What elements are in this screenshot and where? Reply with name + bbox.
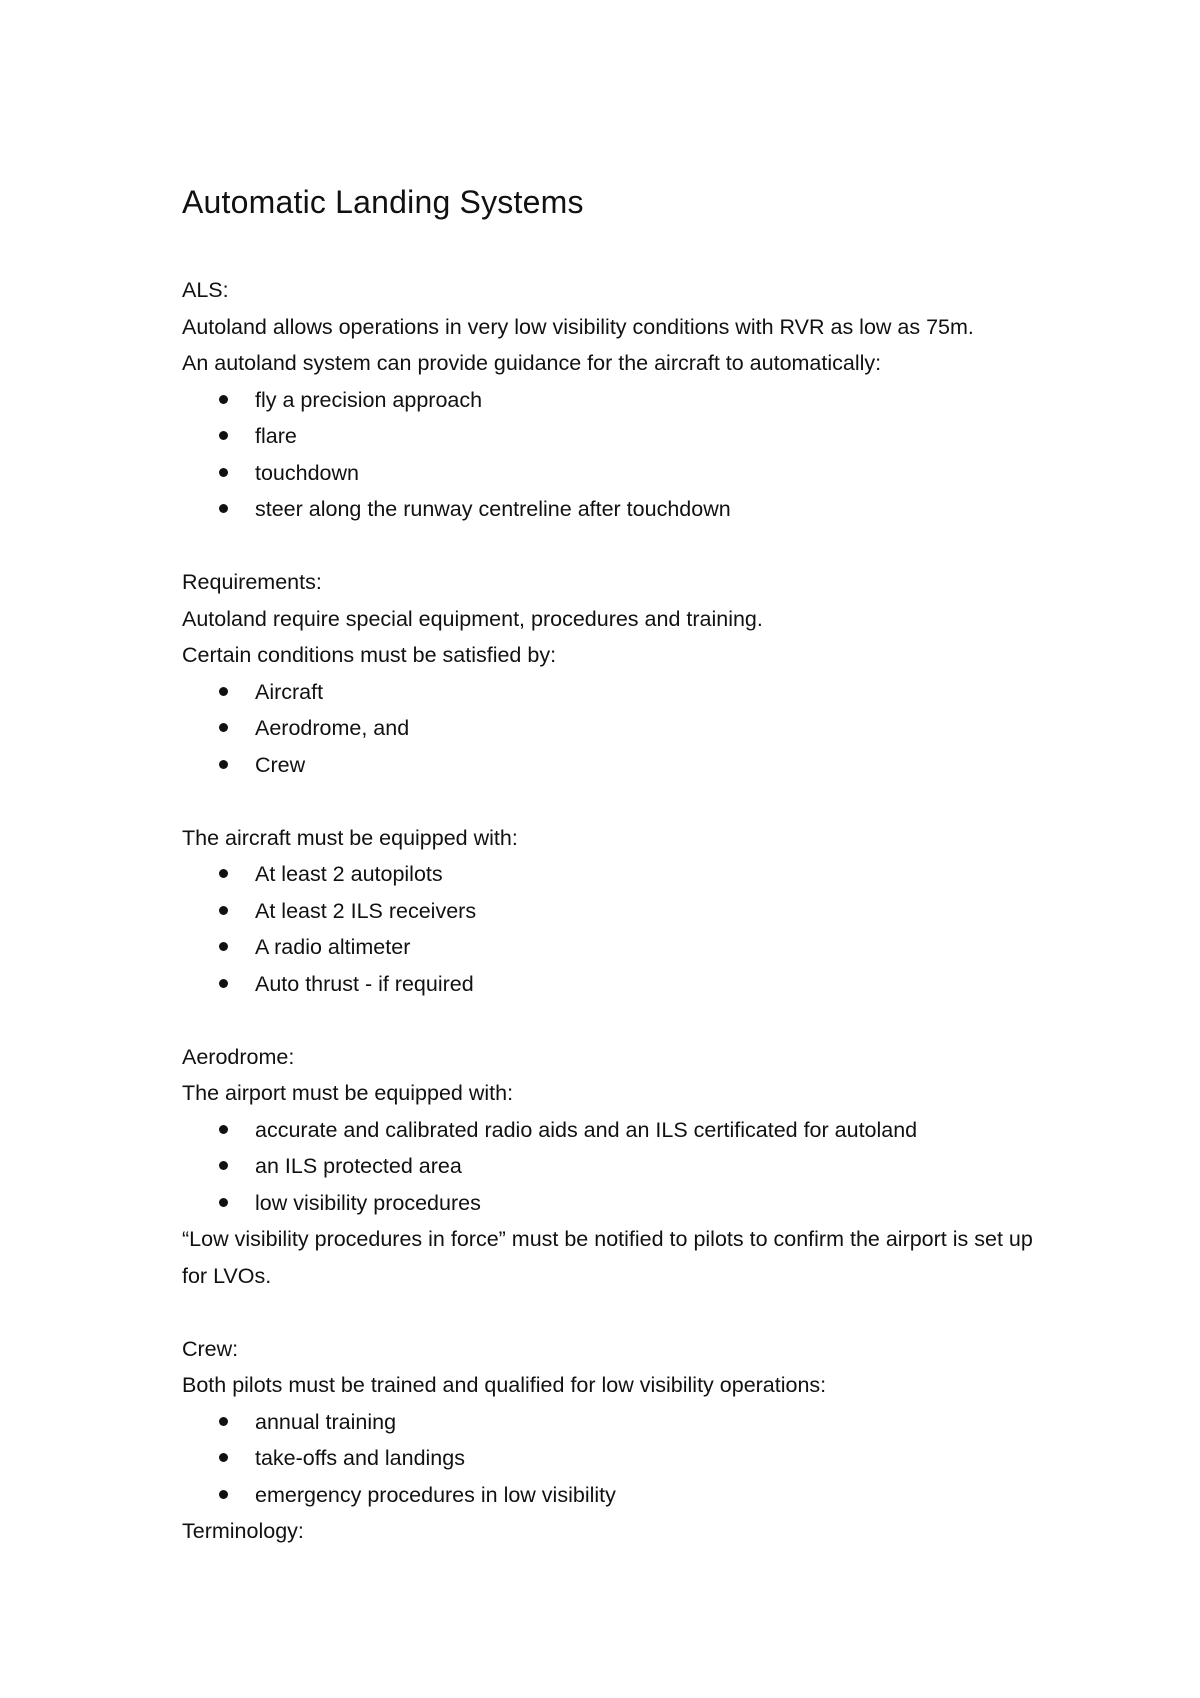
section-requirements bbox=[182, 564, 1082, 783]
requirements-text-1: Autoland require special equipment, procedures and training. bbox=[182, 606, 763, 631]
list-item bbox=[182, 491, 1082, 528]
list-item bbox=[182, 455, 1082, 492]
bullet-icon bbox=[219, 979, 228, 988]
list-item-text: touchdown bbox=[255, 460, 359, 485]
bullet-icon bbox=[219, 1490, 228, 1499]
section-terminology bbox=[182, 1513, 1082, 1550]
requirements-text-2: Certain conditions must be satisfied by: bbox=[182, 643, 557, 667]
bullet-icon bbox=[219, 687, 228, 696]
list-item-text: low visibility procedures bbox=[255, 1190, 481, 1215]
list-item bbox=[182, 1112, 1082, 1149]
bullet-icon bbox=[219, 942, 228, 951]
bullet-icon bbox=[219, 723, 228, 732]
bullet-icon bbox=[219, 468, 228, 477]
list-item-text: take-offs and landings bbox=[255, 1446, 465, 1470]
list-item-text: fly a precision approach bbox=[255, 387, 483, 412]
list-item bbox=[182, 1404, 1082, 1441]
list-item-text: At least 2 autopilots bbox=[255, 862, 443, 886]
list-item-text: annual training bbox=[255, 1409, 397, 1434]
spacer bbox=[182, 1002, 1082, 1039]
bullet-icon bbox=[219, 395, 228, 404]
section-heading-aircraft: The aircraft must be equipped with: bbox=[182, 825, 518, 850]
list-item-text: emergency procedures in low visibility bbox=[255, 1482, 616, 1507]
bullet-icon bbox=[219, 431, 228, 440]
bullet-icon bbox=[219, 1198, 228, 1207]
document-content bbox=[182, 178, 1082, 1550]
bullet-icon bbox=[219, 869, 228, 878]
spacer bbox=[182, 226, 1082, 272]
bullet-icon bbox=[219, 906, 228, 915]
page-title: Automatic Landing Systems bbox=[182, 184, 584, 220]
list-item bbox=[182, 966, 1082, 1003]
list-item bbox=[182, 1440, 1082, 1477]
list-item bbox=[182, 893, 1082, 930]
list-item-text: Aircraft bbox=[255, 679, 324, 704]
bullet-icon bbox=[219, 504, 228, 513]
list-item bbox=[182, 1477, 1082, 1514]
list-item bbox=[182, 1148, 1082, 1185]
section-als bbox=[182, 272, 1082, 528]
als-text-2: An autoland system can provide guidance for the aircraft to automatically: bbox=[182, 351, 882, 375]
bullet-icon bbox=[219, 1161, 228, 1170]
section-heading-requirements: Requirements: bbox=[182, 570, 322, 594]
crew-text-1: Both pilots must be trained and qualified for low visibility operations: bbox=[182, 1373, 827, 1397]
list-item-text: Crew bbox=[255, 752, 306, 777]
section-heading-als: ALS: bbox=[182, 278, 229, 302]
bullet-icon bbox=[219, 760, 228, 769]
aircraft-bullet-list bbox=[182, 856, 1082, 1002]
list-item bbox=[182, 856, 1082, 893]
als-bullet-list bbox=[182, 382, 1082, 528]
requirements-bullet-list bbox=[182, 674, 1082, 784]
list-item-text: At least 2 ILS receivers bbox=[255, 898, 477, 923]
bullet-icon bbox=[219, 1417, 228, 1426]
list-item-text: an ILS protected area bbox=[255, 1154, 462, 1178]
crew-bullet-list bbox=[182, 1404, 1082, 1514]
als-text-1: Autoland allows operations in very low visibility conditions with RVR as low as 75m. bbox=[182, 314, 974, 339]
bullet-icon bbox=[219, 1453, 228, 1462]
list-item bbox=[182, 710, 1082, 747]
spacer bbox=[182, 783, 1082, 820]
list-item bbox=[182, 418, 1082, 455]
list-item bbox=[182, 1185, 1082, 1222]
section-heading-aerodrome: Aerodrome: bbox=[182, 1044, 295, 1069]
spacer bbox=[182, 528, 1082, 565]
section-heading-terminology: Terminology: bbox=[182, 1519, 304, 1543]
section-heading-crew: Crew: bbox=[182, 1336, 239, 1361]
list-item bbox=[182, 382, 1082, 419]
spacer bbox=[182, 1294, 1082, 1331]
list-item bbox=[182, 674, 1082, 711]
list-item-text: Aerodrome, and bbox=[255, 716, 410, 740]
list-item bbox=[182, 747, 1082, 784]
list-item-text: steer along the runway centreline after touchdown bbox=[255, 497, 731, 521]
section-aerodrome bbox=[182, 1039, 1082, 1295]
list-item-text: flare bbox=[255, 424, 297, 448]
aerodrome-bullet-list bbox=[182, 1112, 1082, 1222]
list-item-text: A radio altimeter bbox=[255, 935, 411, 959]
list-item-text: Auto thrust - if required bbox=[255, 971, 474, 996]
section-crew bbox=[182, 1331, 1082, 1514]
bullet-icon bbox=[219, 1125, 228, 1134]
aerodrome-text-1: The airport must be equipped with: bbox=[182, 1081, 514, 1105]
list-item-text: accurate and calibrated radio aids and an ILS certificated for autoland bbox=[255, 1117, 918, 1142]
aerodrome-note: “Low visibility procedures in force” must be notified to pilots to confirm the airport is set up for LVOs. bbox=[182, 1227, 1033, 1288]
section-aircraft bbox=[182, 820, 1082, 1003]
list-item bbox=[182, 929, 1082, 966]
